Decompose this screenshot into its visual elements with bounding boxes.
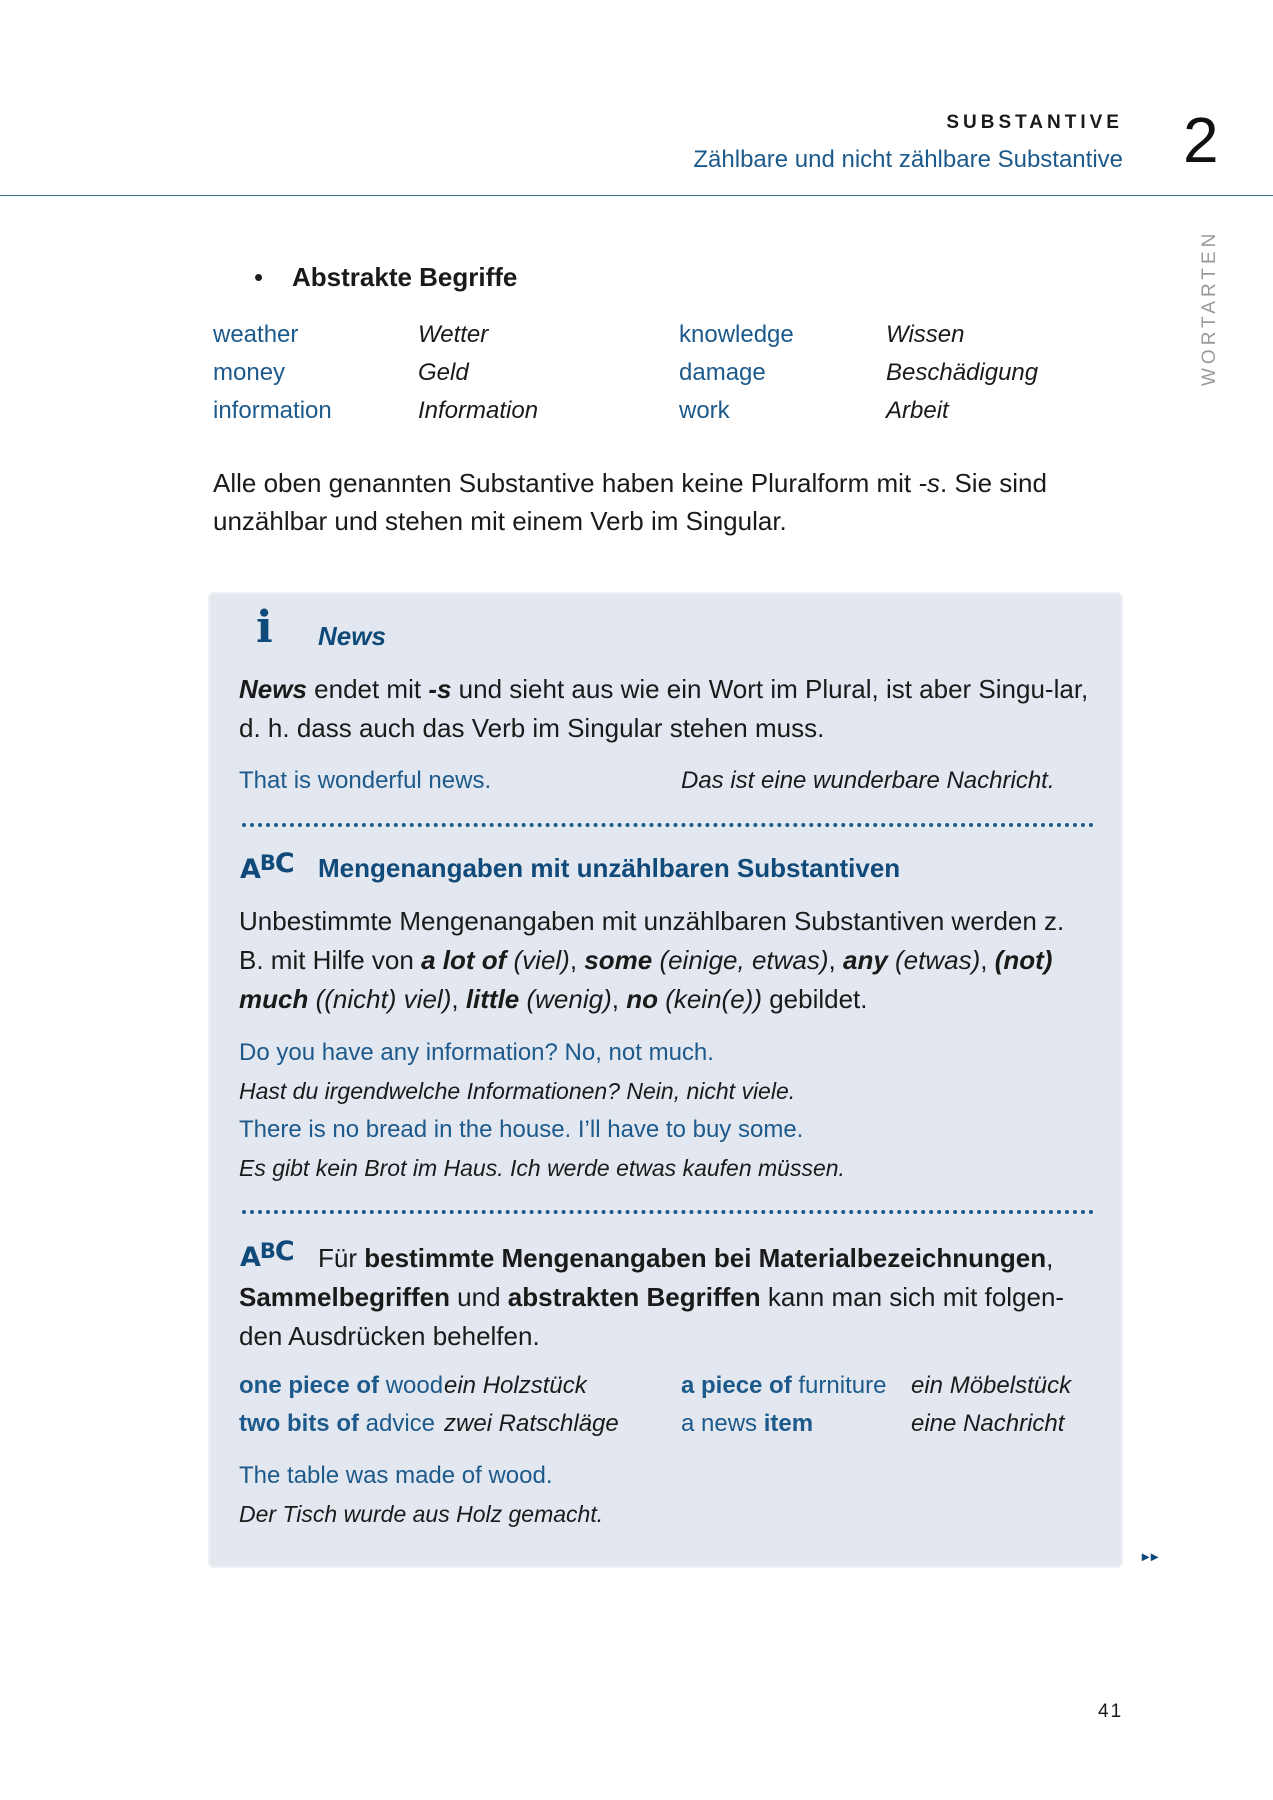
gloss: (kein(e)) xyxy=(657,984,762,1014)
vocab-en: damage xyxy=(679,359,766,386)
vocab-col-en-1 xyxy=(213,316,332,430)
gloss: (einige, etwas) xyxy=(652,945,829,975)
vocab-en: information xyxy=(213,397,332,424)
sep: , xyxy=(569,945,585,975)
example-de: Der Tisch wurde aus Holz gemacht. xyxy=(239,1501,604,1527)
news-text xyxy=(239,670,1089,748)
text: endet mit xyxy=(306,674,429,704)
vocab-en: knowledge xyxy=(679,321,794,348)
gloss: (viel) xyxy=(506,945,570,975)
example-en xyxy=(681,1367,886,1405)
sep: , xyxy=(451,984,466,1014)
definite-quantities-text xyxy=(239,1236,1089,1356)
term: a lot of xyxy=(421,945,507,975)
example-en: Do you have any information? No, not much. xyxy=(239,1039,714,1066)
sep: , xyxy=(980,945,995,975)
term: little xyxy=(465,984,520,1014)
text: Für xyxy=(318,1243,365,1273)
example-de: Das ist eine wunderbare Nachricht. xyxy=(681,767,1055,794)
example-de: Hast du irgendwelche Informationen? Nein, nicht viele. xyxy=(239,1078,796,1104)
text: und sieht aus wie ein Wort im Plural, ist aber Singu-lar, d. h. dass auch das Verb im Singular stehen muss. xyxy=(239,674,1089,743)
vocab-col-de-1 xyxy=(418,316,538,430)
quantities-title: Mengenangaben mit unzählbaren Substantiven xyxy=(318,853,901,883)
info-icon: i xyxy=(256,602,273,653)
example-en: That is wonderful news. xyxy=(239,767,492,794)
text: kann man sich mit folgen-den Ausdrücken behelfen. xyxy=(239,1282,1065,1351)
dotted-separator xyxy=(242,823,1094,827)
vocab-de: Beschädigung xyxy=(886,359,1039,386)
dotted-separator xyxy=(242,1210,1094,1214)
term: any xyxy=(842,945,888,975)
section-category: SUBSTANTIVE xyxy=(946,112,1123,133)
example-en xyxy=(681,1405,813,1443)
continue-arrows-icon: ▸▸ xyxy=(1142,1548,1161,1564)
quantities-text xyxy=(239,902,1089,1019)
news-title: News xyxy=(318,621,386,651)
term: -s xyxy=(428,674,452,704)
term: no xyxy=(626,984,658,1014)
abc-letter: A xyxy=(240,1242,260,1273)
abc-icon xyxy=(240,848,294,885)
vocab-de: Geld xyxy=(418,359,469,386)
abc-letter: A xyxy=(240,854,260,885)
vocab-de: Information xyxy=(418,397,539,424)
vocab-en: money xyxy=(213,359,286,386)
vocab-en: weather xyxy=(213,321,299,348)
example-de: eine Nachricht xyxy=(911,1410,1065,1437)
example-en xyxy=(239,1405,435,1443)
word: furniture xyxy=(791,1372,887,1399)
term: one piece of xyxy=(239,1372,380,1399)
term: a piece of xyxy=(681,1372,792,1399)
word: a news xyxy=(681,1410,764,1437)
para-text: . Sie sind unzählbar und stehen mit einem Verb im Singular. xyxy=(213,468,1047,536)
term: some xyxy=(584,945,653,975)
sep: , xyxy=(611,984,627,1014)
term: Sammelbegriffen xyxy=(239,1282,450,1312)
text: und xyxy=(449,1282,508,1312)
section-subtitle: Zählbare und nicht zählbare Substantive xyxy=(693,146,1123,173)
sep: , xyxy=(828,945,843,975)
abc-letter: C xyxy=(274,848,294,879)
bullet-heading: Abstrakte Begriffe xyxy=(292,262,518,292)
example-de: ein Holzstück xyxy=(444,1372,587,1399)
vocab-de: Wetter xyxy=(418,321,489,348)
chapter-number: 2 xyxy=(1183,104,1219,176)
example-en: There is no bread in the house. I’ll have to buy some. xyxy=(239,1116,804,1143)
explanation-paragraph xyxy=(213,464,1113,540)
term: two bits of xyxy=(239,1410,359,1437)
abc-letter: C xyxy=(274,1236,294,1267)
example-en: The table was made of wood. xyxy=(239,1462,553,1489)
side-tab-label: WORTARTEN xyxy=(1199,229,1220,386)
text: gebildet. xyxy=(761,984,868,1014)
para-text: Alle oben genannten Substantive haben keine Pluralform mit xyxy=(213,468,919,498)
term: abstrakten Begriffen xyxy=(507,1282,761,1312)
vocab-col-de-2 xyxy=(886,316,1038,430)
bullet-point: • xyxy=(254,262,264,292)
gloss: (wenig) xyxy=(519,984,612,1014)
example-de: zwei Ratschläge xyxy=(444,1410,619,1437)
vocab-en: work xyxy=(679,397,730,424)
term: (not) much xyxy=(239,945,1053,1014)
example-de: ein Möbelstück xyxy=(911,1372,1072,1399)
gloss: (etwas) xyxy=(887,945,981,975)
example-en xyxy=(239,1367,443,1405)
vocab-de: Arbeit xyxy=(886,397,949,424)
abc-letter: B xyxy=(259,1239,275,1263)
word: wood xyxy=(379,1372,444,1399)
header-rule xyxy=(0,195,1273,196)
text: , xyxy=(1046,1243,1054,1273)
gloss: ((nicht) viel) xyxy=(308,984,452,1014)
vocab-col-en-2 xyxy=(679,316,794,430)
abc-letter: B xyxy=(259,851,275,875)
term: bestimmte Mengenangaben bei Materialbezeichnungen xyxy=(364,1243,1047,1273)
word: advice xyxy=(358,1410,436,1437)
example-de: Es gibt kein Brot im Haus. Ich werde etwas kaufen müssen. xyxy=(239,1155,845,1181)
page-number: 41 xyxy=(1098,1701,1124,1722)
text: Unbestimmte Mengenangaben mit unzählbaren Substantiven werden z. B. mit Hilfe von xyxy=(239,906,1065,975)
term: News xyxy=(239,674,307,704)
para-suffix: -s xyxy=(918,468,941,498)
vocab-de: Wissen xyxy=(886,321,965,348)
term: item xyxy=(763,1410,814,1437)
